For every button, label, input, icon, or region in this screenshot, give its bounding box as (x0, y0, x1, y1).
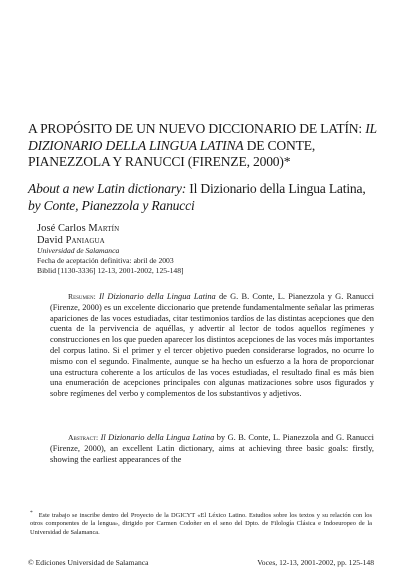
resumen-text: de G. B. Conte, L. Pianezzola y G. Ranucci (Firenze, 2000) es un excelente diccionario que pretende fundamentalmente señalar las primeras apariciones de las voces estudiadas, citar testimonios tardíos de las distintas acepciones que den cuenta de la pervivencia de aquéllas, y advertir al lector de todos aquellos regímenes y construcciones en los que pueden aparecer los distintos acepciones de las voces más importantes del corpus latino. Si el primer y el tercer objetivo pueden considerarse logrados, no ocurre lo mismo con el segundo. Finalmente, aunque se ha hecho un esfuerzo a la hora de proporcionar una estructura coherente a los artículos de las voces estudiadas, el resultado final es más bien una enumeración de acepciones principales con algunas matizaciones sobre usos figurados y sobre regímenes del verbo y complementos de los substantivos y adjetivos. (50, 292, 375, 399)
subtitle-italic-b: by Conte, Pianezzola y Ranucci (28, 198, 195, 213)
institution: Universidad de Salamanca (37, 246, 120, 256)
acceptance-date: Fecha de aceptación definitiva: abril de 2003 (37, 256, 174, 266)
abstract-text: by G. B. Conte, L. Pianezzola and G. Ranucci (Firenze, 2000), an excellent Latin dictionary, aims at achieving three basic goals: firstly, showing the earliest appearances of the (50, 433, 374, 464)
author-2: David Paniagua (37, 234, 105, 246)
biblid: Biblid [1130-3336] 12-13, 2001-2002, 125-148] (37, 265, 184, 275)
resumen-italic-title: Il Dizionario della Lingua Latina (98, 292, 216, 301)
title-rest: DE CONTE, PIANEZZOLA Y RANUCCI (FIRENZE, 2000)* (28, 137, 316, 170)
article-title (28, 121, 378, 171)
page-footer (28, 558, 374, 568)
subtitle-italic-a: About a new Latin dictionary: (28, 181, 187, 196)
abstract-italic-title: Il Dizionario della Lingua Latina (100, 433, 215, 442)
abstract-paragraph (50, 433, 374, 465)
footnote-mark: * (30, 510, 33, 516)
author-1: José Carlos Martín (37, 223, 120, 234)
abstract-label: Abstract: (68, 433, 99, 442)
title-prefix: A PROPÓSITO DE UN NUEVO DICCIONARIO DE LATÍN: (28, 121, 362, 136)
footer-publisher: © Ediciones Universidad de Salamanca (28, 558, 149, 567)
footnote-text: Este trabajo se inscribe dentro del Proyecto de la DGICYT «El Léxico Latino. Estudios sobre los textos y su relación con los otros componentes de la lengua», dirigido por Carmen Codoñer en el seno del Dpto. de Filología Clásica e Indoeuropeo de la Universidad de Salamanca. (30, 512, 372, 536)
resumen-label: Resumen: (68, 292, 96, 301)
author-block (37, 223, 337, 275)
subtitle-roman: Il Dizionario della Lingua Latina, (186, 181, 366, 196)
english-title (28, 180, 378, 214)
footnote (30, 509, 372, 537)
footer-citation: Voces, 12-13, 2001-2002, pp. 125-148 (257, 558, 374, 567)
title-italic: IL DIZIONARIO DELLA LINGUA LATINA (28, 121, 377, 153)
resumen-paragraph (50, 292, 374, 400)
